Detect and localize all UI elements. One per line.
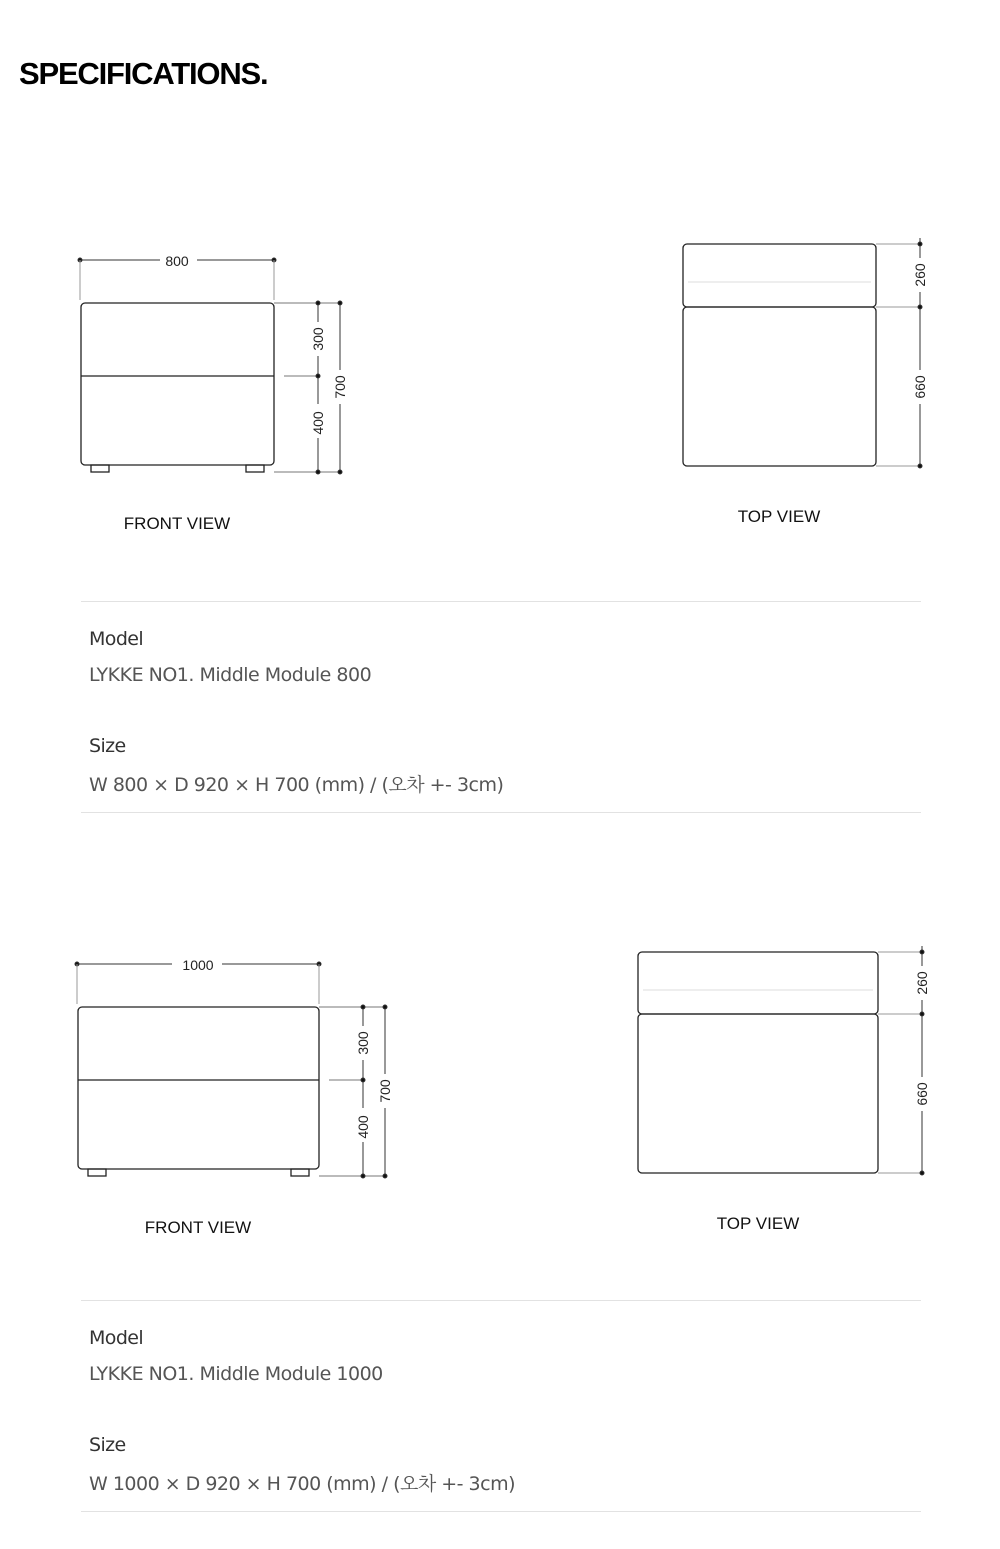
seat-outline [683, 307, 876, 466]
top-back-depth-dimension: 260 [912, 263, 928, 287]
sofa-front-outline [78, 1007, 319, 1169]
sofa-foot-right [246, 465, 264, 472]
top-view-label: TOP VIEW [716, 1214, 800, 1233]
module-800-specs [81, 601, 921, 813]
front-width-dimension: 800 [165, 253, 189, 269]
model-label: Model [89, 1327, 144, 1349]
front-view-diagram [81, 303, 274, 472]
module-1000-drawings [0, 935, 1000, 1255]
model-value: LYKKE NO1. Middle Module 1000 [89, 1363, 383, 1385]
backrest-outline [683, 244, 876, 307]
front-view-diagram [78, 1007, 319, 1176]
front-dimension-lines [78, 258, 342, 474]
top-view-diagram [638, 952, 878, 1173]
sofa-foot-right [291, 1169, 309, 1176]
backrest-outline [638, 952, 878, 1014]
sofa-foot-left [88, 1169, 106, 1176]
front-upper-height-dimension: 300 [310, 327, 326, 351]
size-value: W 1000 × D 920 × H 700 (mm) / (오차 +- 3cm) [89, 1473, 515, 1495]
module-1000-drawing-svg [0, 935, 1000, 1255]
top-view-diagram [683, 244, 876, 466]
model-value: LYKKE NO1. Middle Module 800 [89, 664, 372, 686]
top-seat-depth-dimension: 660 [912, 375, 928, 399]
page-title: SPECIFICATIONS. [19, 56, 268, 91]
model-label: Model [89, 628, 144, 650]
top-back-depth-dimension: 260 [914, 971, 930, 995]
sofa-front-outline [81, 303, 274, 465]
module-800-drawing-svg [0, 230, 1000, 550]
front-lower-height-dimension: 400 [310, 411, 326, 435]
front-lower-height-dimension: 400 [355, 1115, 371, 1139]
front-width-dimension: 1000 [182, 957, 214, 973]
front-total-height-dimension: 700 [377, 1079, 393, 1103]
front-total-height-dimension: 700 [332, 375, 348, 399]
front-dimension-lines [75, 962, 387, 1178]
top-view-label: TOP VIEW [737, 507, 821, 526]
front-upper-height-dimension: 300 [355, 1031, 371, 1055]
module-1000-specs [81, 1300, 921, 1512]
seat-outline [638, 1014, 878, 1173]
sofa-foot-left [91, 465, 109, 472]
size-label: Size [89, 735, 126, 757]
front-view-label: FRONT VIEW [123, 514, 231, 533]
size-value: W 800 × D 920 × H 700 (mm) / (오차 +- 3cm) [89, 774, 504, 796]
size-label: Size [89, 1434, 126, 1456]
module-800-drawings [0, 230, 1000, 550]
front-view-label: FRONT VIEW [144, 1218, 252, 1237]
top-seat-depth-dimension: 660 [914, 1082, 930, 1106]
